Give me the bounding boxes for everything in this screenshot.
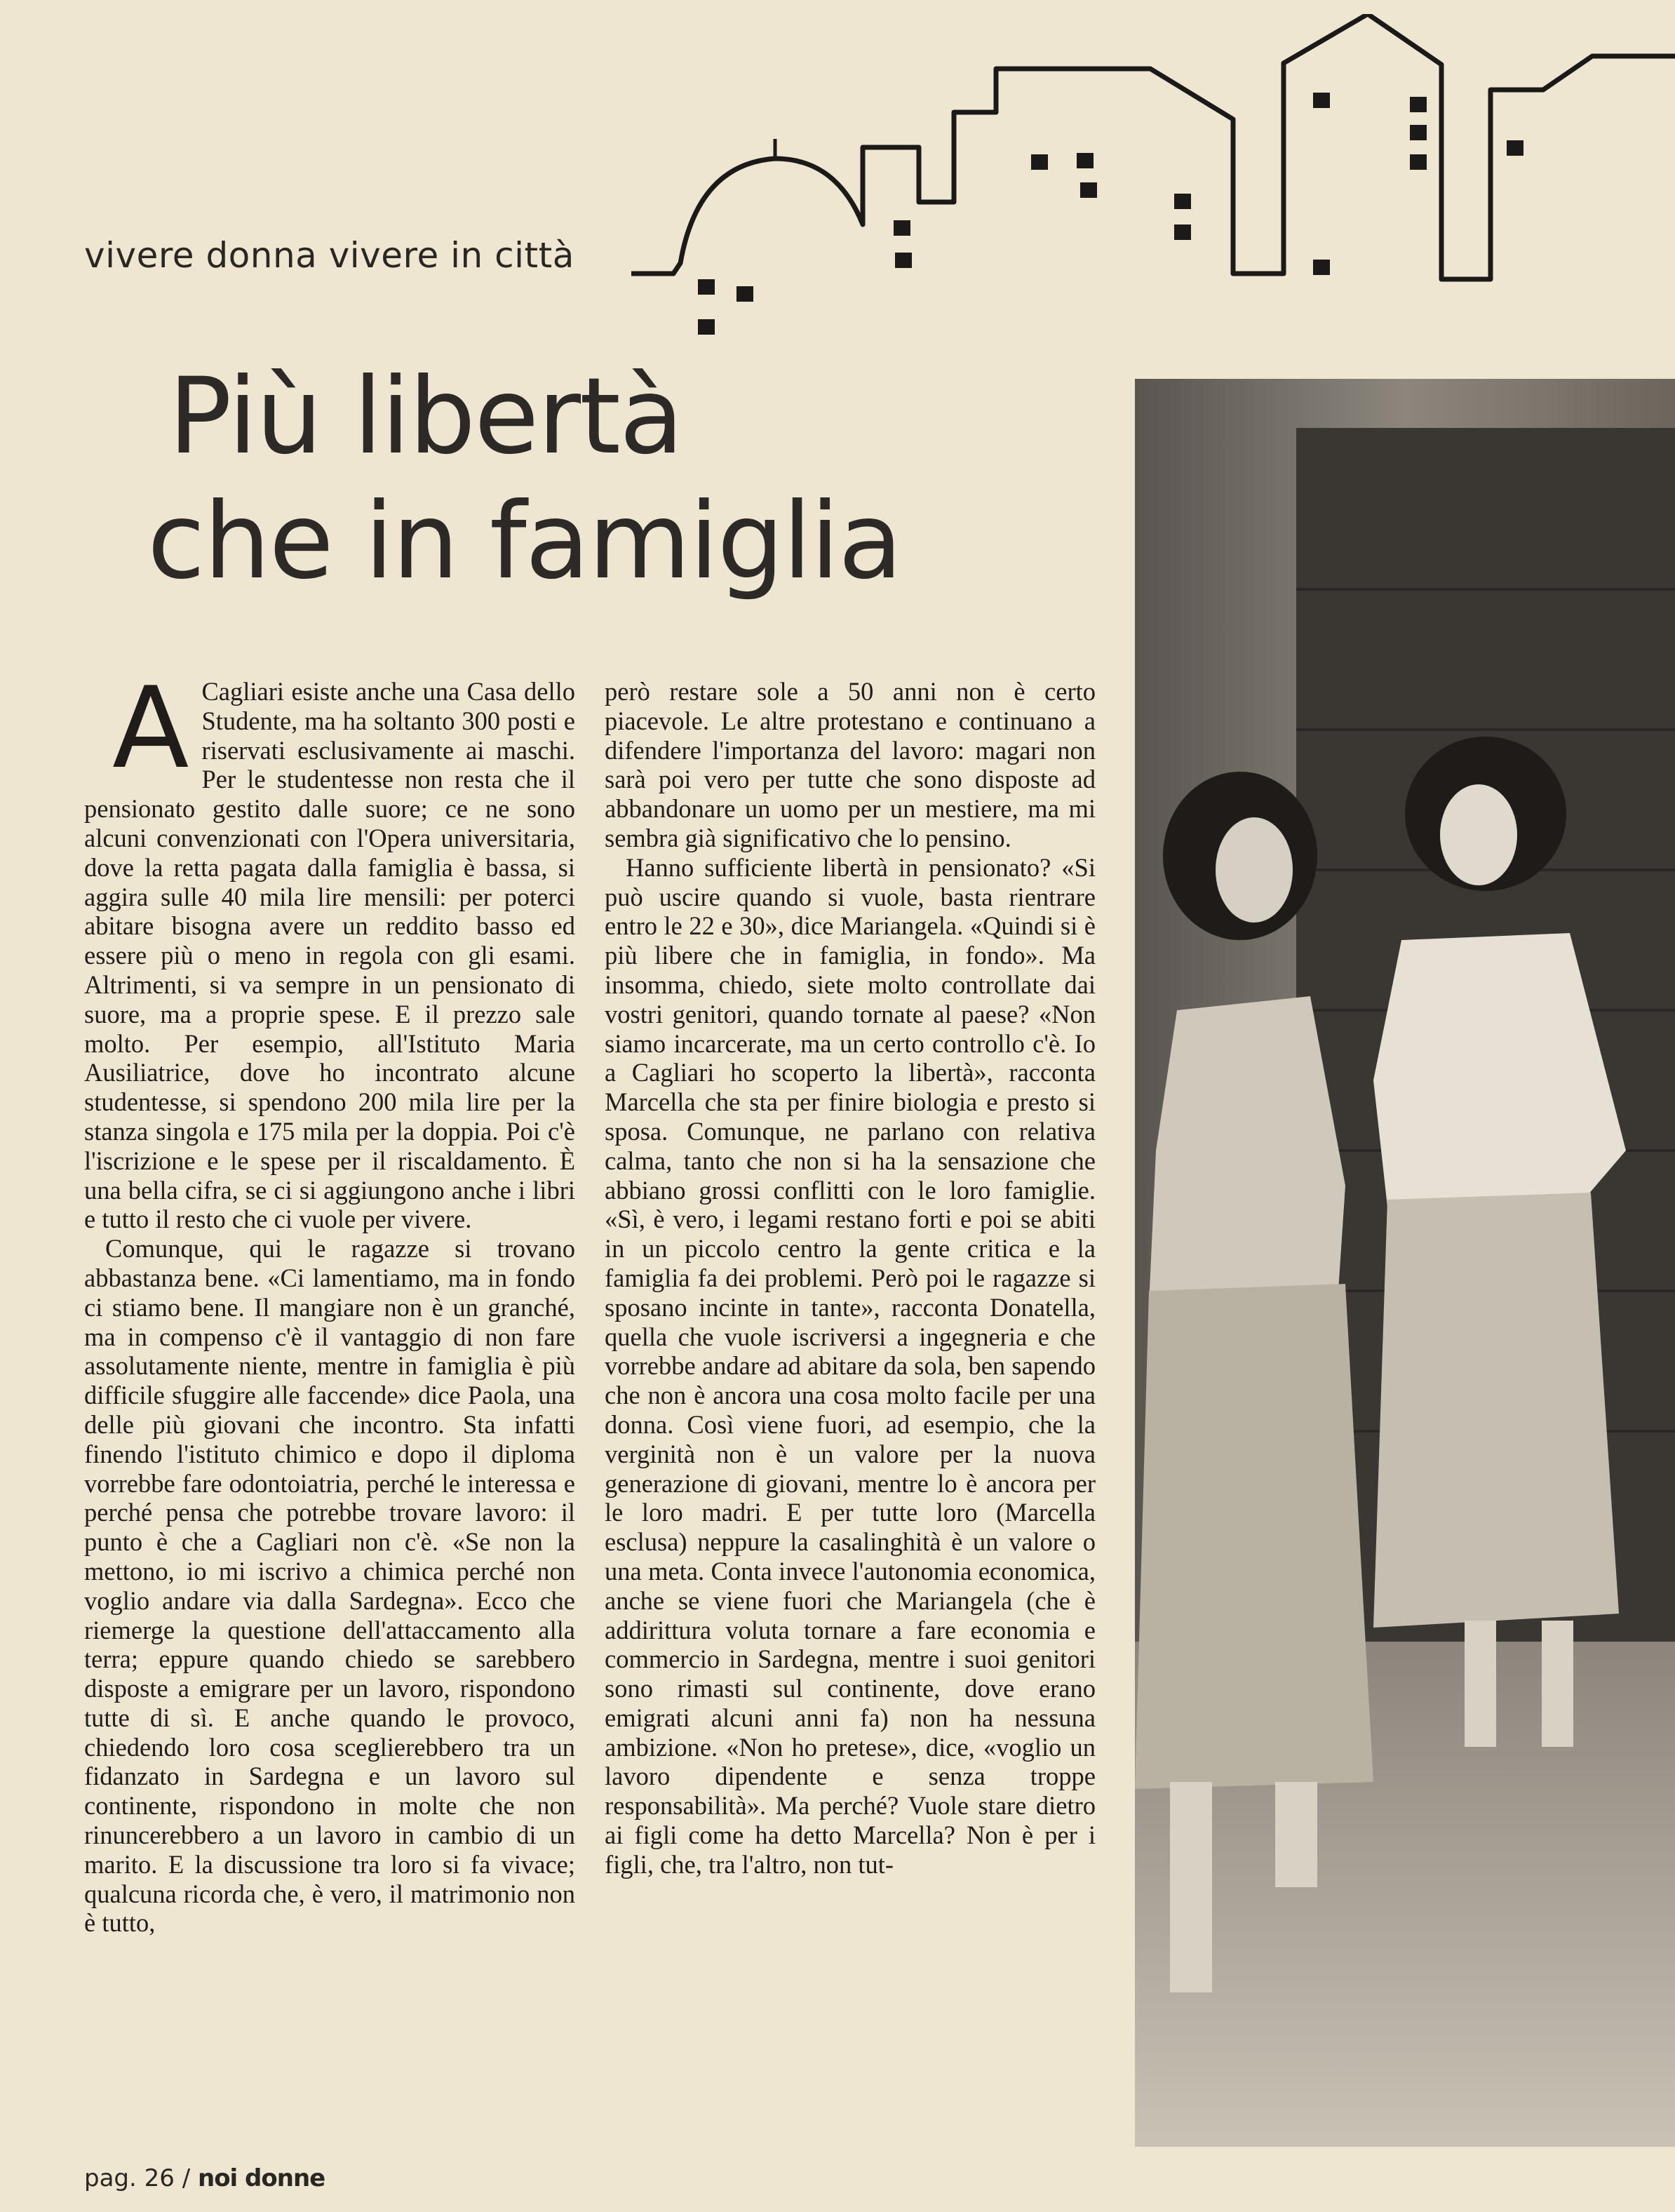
footer-separator: / bbox=[182, 2164, 191, 2192]
section-title: vivere donna vivere in città bbox=[84, 235, 574, 276]
drop-cap: A bbox=[112, 662, 189, 793]
article-column-1 bbox=[84, 662, 575, 1938]
article-headline bbox=[147, 354, 1150, 604]
column2-paragraph-1: però restare sole a 50 anni non è certo piacevole. Le altre protestano e continuano a difendere l'importanza del lavoro: magari non sarà poi vero per tutte che sono disposte ad abbandonare un uomo per un mestiere, ma mi sembra già significativo che lo pensino. bbox=[605, 677, 1096, 852]
page-number: pag. 26 bbox=[84, 2164, 175, 2192]
column1-paragraph-1: A Cagliari esiste anche una Casa dello Studente, ma ha soltanto 300 posti e riservati esclusivamente ai maschi. Per le studentesse non resta che il pensionato gestito dalle suore; ce ne sono alcuni convenzionati con l'Opera universitaria, dove la retta pagata dalla famiglia è bassa, si aggira sulle 40 mila lire mensili: per poterci abitare bisogna avere un reddito basso ed essere più o meno in regola con gli esami. Altrimenti, si va sempre in un pensionato di suore, ma a proprie spese. E il prezzo sale molto. Per esempio, all'Istituto Maria Ausiliatrice, dove ho incontrato alcune studentesse, si spendono 200 mila lire per la stanza singola e 175 mila per la doppia. Poi c'è l'iscrizione e le spese per il riscaldamento. È una bella cifra, se ci si aggiungono anche i libri e tutto il resto che ci vuole per vivere. bbox=[84, 662, 575, 1234]
column2-paragraph-2: Hanno sufficiente libertà in pensionato? «Si può uscire quando si vuole, basta rientrare entro le 22 e 30», dice Mariangela. «Quindi si è più libere che in famiglia, in fondo». Ma insomma, chiedo, siete molto controllate dai vostri genitori, quando tornate al paese? «Non siamo incarcerate, ma un certo controllo c'è. Io a Cagliari ho scoperto la libertà», racconta Marcella che sta per finire biologia e presto si sposa. Comunque, ne parlano con relativa calma, tanto che non si ha la sensazione che abbiano grossi conflitti con le loro famiglie. «Sì, è vero, i legami restano forti e poi se abiti in un piccolo centro la gente critica e la famiglia fa dei problemi. Però poi le ragazze si sposano incinte in tante», racconta Donatella, quella che vuole iscriversi a ingegneria e che vorrebbe andare ad abitare da sola, ben sapendo che non è ancora una cosa molto facile per una donna. Così viene fuori, ad esempio, che la verginità non è un valore per la nuova generazione di giovani, mentre lo è ancora per le loro madri. E per tutte loro (Marcella esclusa) neppure la casalinghità è un valore o una meta. Conta invece l'autonomia economica, anche se viene fuori che Mariangela (che è addirittura voluta tornare a fare economia e commercio in Sardegna, mentre i suoi genitori sono rimasti sul continente, dove erano emigrati alcuni anni fa) non ha nessuna ambizione. «Non ho pretese», dice, «voglio un lavoro dipendente e senza troppe responsabilità». Ma perché? Vuole stare dietro ai figli come ha detto Marcella? Non è per i figli, che, tra l'altro, non tut- bbox=[605, 852, 1096, 1879]
headline-line-1: Più libertà bbox=[168, 356, 682, 478]
photo-two-women-street bbox=[1135, 379, 1675, 2147]
article-photo bbox=[1135, 379, 1675, 2147]
headline-line-2: che in famiglia bbox=[147, 481, 901, 603]
skyline-illustration bbox=[631, 14, 1675, 351]
magazine-name: noi donne bbox=[197, 2164, 325, 2192]
column1-paragraph-2: Comunque, qui le ragazze si trovano abbastanza bene. «Ci lamentiamo, ma in fondo ci stiamo bene. Il mangiare non è un granché, ma in compenso c'è il vantaggio di non fare assolutamente niente, mentre in famiglia è più difficile sfuggire alle faccende» dice Paola, una delle più giovani che incontro. Sta infatti finendo l'istituto chimico e dopo il diploma vorrebbe fare odontoiatria, perché le interessa e perché pensa che potrebbe trovare lavoro: il punto è che a Cagliari non c'è. «Se non la mettono, io mi iscrivo a chimica perché non voglio andare via dalla Sardegna». Ecco che riemerge la questione dell'attaccamento alla terra; eppure quando chiedo se sarebbero disposte a emigrare per un lavoro, rispondono tutte di sì. E anche quando le provoco, chiedendo loro cosa sceglierebbero tra un fidanzato in Sardegna e un lavoro sul continente, rispondono in molte che non rinuncerebbero a un lavoro in cambio di un marito. E la discussione tra loro si fa vivace; qualcuna ricorda che, è vero, il matrimonio non è tutto, bbox=[84, 1234, 575, 1938]
page-footer bbox=[84, 2164, 325, 2192]
article-column-2 bbox=[605, 677, 1096, 1879]
